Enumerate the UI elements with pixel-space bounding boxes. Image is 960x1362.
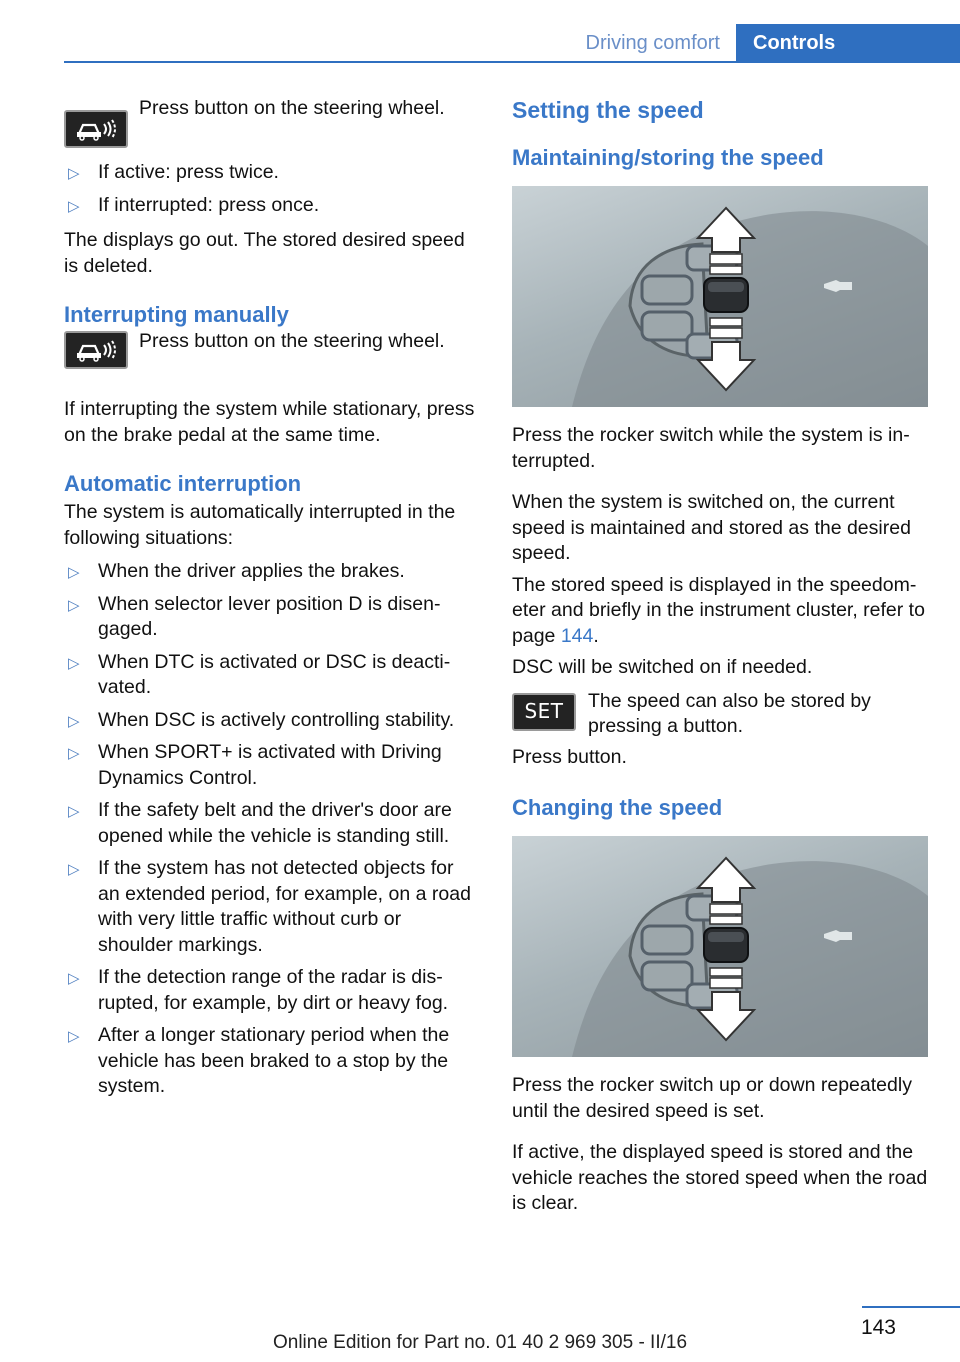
list-item: ▷ If the detection range of the radar is disrupted, for example, by dirt or heavy fog. [68,966,449,1014]
steering-wheel-illustration [512,186,928,407]
set-button-text: The speed can also be stored by pressing a button. [588,689,871,737]
steering-wheel-illustration [512,836,928,1057]
triangle-bullet-icon: ▷ [68,861,80,878]
interrupt-button-text: Press button on the steering wheel. [139,330,445,352]
list-item: ▷ When selector lever position D is disengaged. [68,592,441,640]
list-item: ▷ If active: press twice. [64,160,478,186]
list-item: ▷ If interrupted: press once. [64,193,478,219]
displayed-paragraph: The stored speed is displayed in the speedometer and briefly in the instrument cluster, refer to page 144. [512,573,925,647]
auto-paragraph: The system is automatically interrupted in the following situations: [64,501,456,549]
interrupt-heading: Interrupting manually [64,302,289,327]
interrupt-button-instruction [64,329,478,383]
dsc-paragraph: DSC will be switched on if needed. [512,656,813,678]
list-item: ▷ When DTC is activated or DSC is deactivated. [68,650,451,698]
active-paragraph: If active, the displayed speed is stored and the vehicle reaches the stored speed when the road is clear. [512,1141,928,1214]
press-button-paragraph: Press button. [512,745,627,768]
list-item: ▷ If the safety belt and the driver's door are opened while the vehicle is standing still. [68,799,452,847]
car-radar-icon [73,337,119,363]
steering-wheel-rocker-photo [512,186,928,407]
list-item: ▷ When SPORT+ is activated with Driving Dynamics Control. [68,741,442,789]
triangle-bullet-icon: ▷ [68,564,80,581]
auto-interrupt-list [64,559,478,1100]
header-section: Driving comfort [585,32,720,54]
cruise-control-button-icon [64,331,128,369]
list-item: ▷ When the driver applies the brakes. [64,559,478,585]
triangle-bullet-icon: ▷ [68,165,80,182]
page-reference-link[interactable]: 144 [560,624,594,647]
triangle-bullet-icon: ▷ [68,596,80,614]
triangle-bullet-icon: ▷ [68,970,80,987]
header-rule [64,61,960,63]
triangle-bullet-icon: ▷ [68,197,80,215]
page-number: 143 [860,1316,896,1339]
auto-heading: Automatic interruption [64,471,302,496]
triangle-bullet-icon: ▷ [68,654,80,672]
car-radar-icon [73,116,119,142]
left-column [64,96,478,1110]
button-instruction [64,96,478,148]
triangle-bullet-icon: ▷ [68,1028,80,1045]
displays-paragraph: The displays go out. The stored desired speed is deleted. [64,229,465,277]
footer-rule [862,1306,960,1308]
set-button-icon: SET [512,693,576,731]
maintained-paragraph: When the system is switched on, the current speed is maintained and stored as the desired speed. [512,491,911,564]
interrupt-paragraph: If interrupting the system while stationary, press on the brake pedal at the same time. [64,398,475,446]
list-item: ▷ After a longer stationary period when the vehicle has been braked to a stop by the system. [68,1024,450,1097]
footer-edition: Online Edition for Part no. 01 40 2 969 305 - II/16 [272,1332,688,1353]
maintain-heading: Maintaining/storing the speed [512,145,824,170]
cruise-control-button-icon [64,110,128,148]
list-item: ▷ If the system has not detected objects for an extended period, for example, on a road with very little traffic without curb or shoulder markings. [68,857,471,956]
steering-wheel-rocker-photo [512,836,928,1057]
right-column [512,96,928,1227]
list-item: ▷ When DSC is actively controlling stability. [64,708,478,734]
rocker-paragraph: Press the rocker switch while the system is interrupted. [512,424,910,472]
set-button-instruction [512,689,928,741]
triangle-bullet-icon: ▷ [68,803,80,820]
button-instruction-text: Press button on the steering wheel. [139,97,445,119]
change-heading: Changing the speed [512,795,723,820]
triangle-bullet-icon: ▷ [68,712,80,730]
setting-heading: Setting the speed [512,97,704,123]
change-paragraph: Press the rocker switch up or down repeatedly until the desired speed is set. [512,1074,912,1122]
status-list [64,160,478,218]
header-chapter-tab: Controls [736,24,960,62]
triangle-bullet-icon: ▷ [68,745,80,762]
